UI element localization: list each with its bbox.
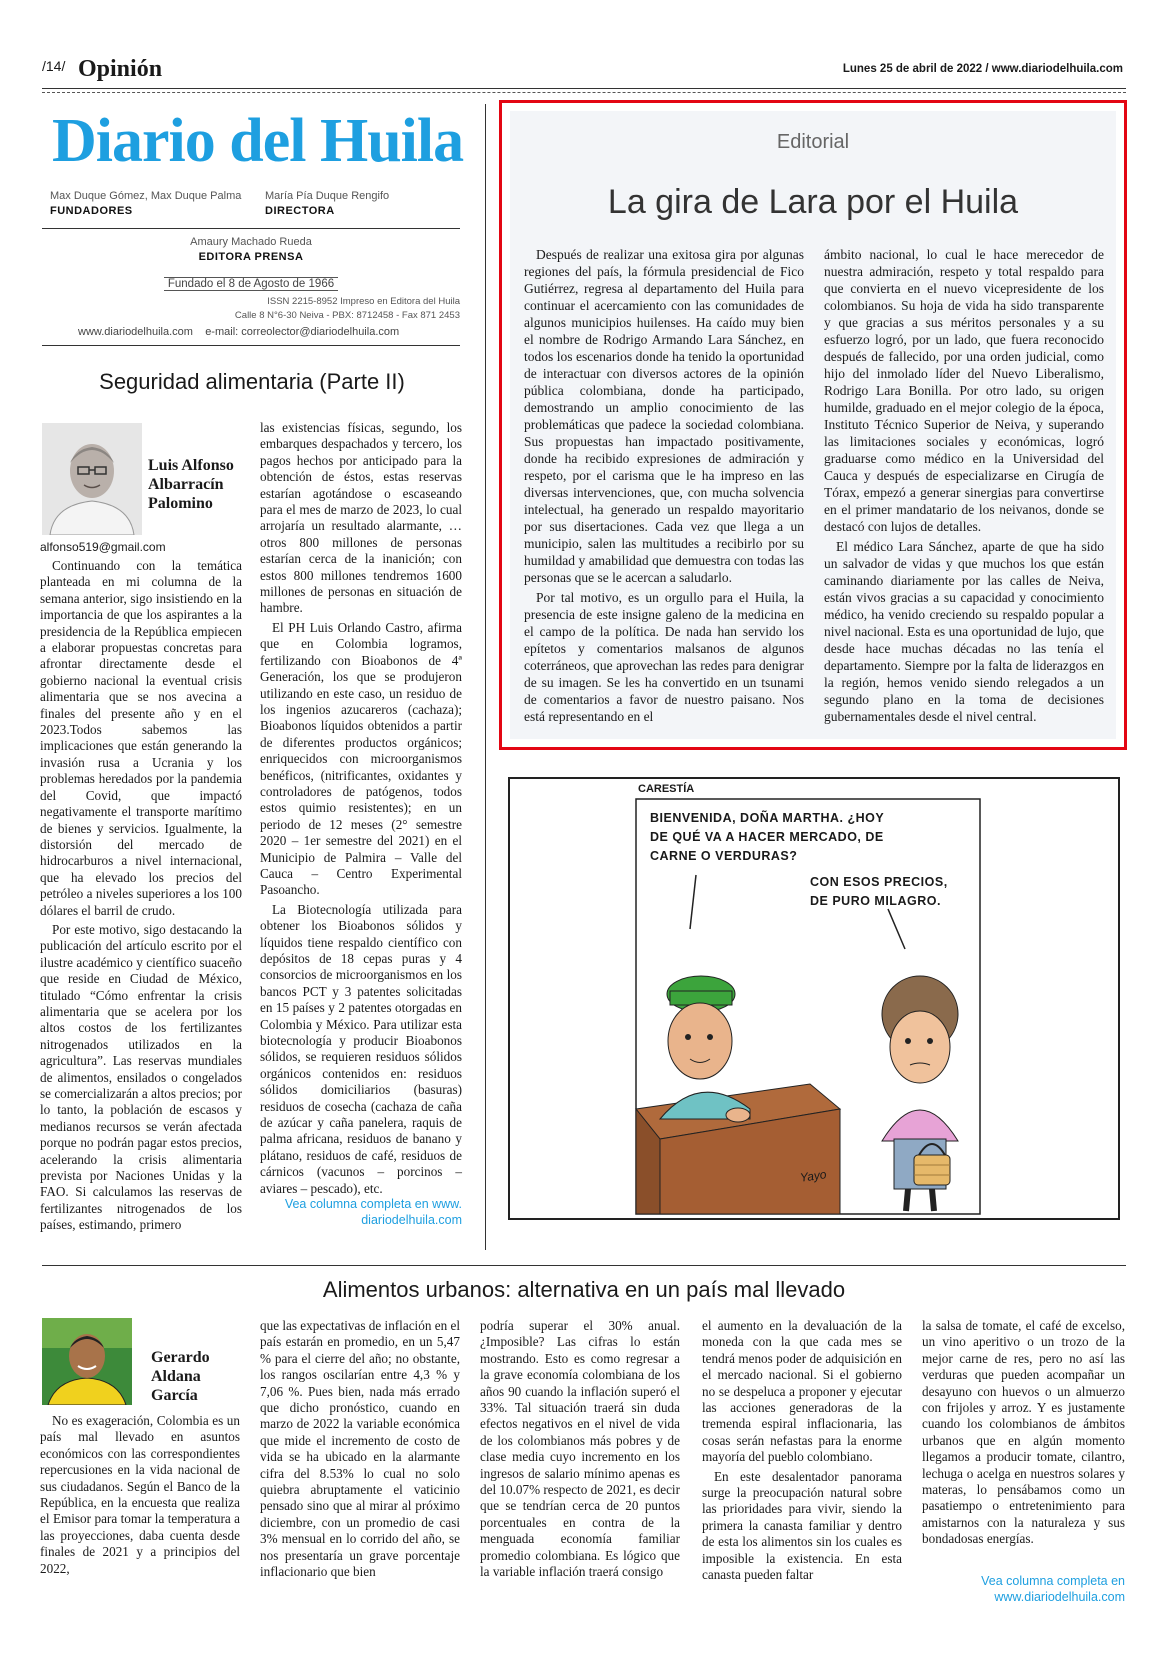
editor-name: Amaury Machado Rueda [190, 236, 312, 248]
article-title: Seguridad alimentaria (Parte II) [99, 369, 405, 394]
article2-column-2 [260, 1318, 460, 1584]
article-title: Alimentos urbanos: alternativa en un país mal llevado [322, 1277, 846, 1302]
address-line: Calle 8 N°6-30 Neiva - PBX: 8712458 - Fax 871 2453 [234, 310, 460, 321]
editorial-background [510, 111, 1116, 739]
founders-names: Max Duque Gómez, Max Duque Palma [50, 190, 242, 202]
cartoon-caption: CARESTÍA [638, 783, 695, 795]
section-divider [42, 1265, 1126, 1266]
editorial-column-1 [524, 246, 804, 728]
issn-line: ISSN 2215-8952 Impreso en Editora del Huila [267, 296, 460, 307]
cartoonist-signature: Yayo [799, 1167, 828, 1185]
founded-line [42, 278, 460, 290]
article-paragraph: la salsa de tomate, el café de excelso, un vino aperitivo o un trozo de la mejor carne de res, pero no así las verduras que pueden acompañar un desayuno con huevos o un almuerzo con frijoles y arroz. Y es justamente cuando los colombianos de ámbitos urbanos que en algún momento llegamos a producir tomate, cilantro, lechuga o acelga en nuestros solares y materas, lo pensábamos como un pasatiempo o entretenimiento para amistarnos con la naturaleza y sus bondadosas energías. [922, 1318, 1125, 1547]
article1-column-1 [40, 558, 242, 1237]
founders-block [50, 190, 260, 217]
author-email[interactable]: alfonso519@gmail.com [40, 540, 166, 554]
article-paragraph: Continuando con la temática planteada en mi columna de la semana anterior, sigo insistiendo en la importancia de que los aspirantes a la presidencia de la República empiecen a elaborar propuestas concretas para afrontar directamente desde el gobierno nacional la eventual crisis alimentaria que se nos avecina a finales del presente año y en el 2023.Todos sabemos las implicaciones que están generando la invasión rusa a Ucrania y los problemas heredados por la pandemia del Covid, que impactó negativamente el transporte marítimo de bienes y servicios. Igualmente, la distorsión del mercado de hidrocarburos a nivel internacional, que ha elevado los precios del petróleo a niveles superiores a los 100 dólares el barril de crudo. [40, 558, 242, 918]
article-paragraph: La Biotecnología utilizada para obtener los Bioabonos sólidos y líquidos tiene respaldo científico con depósitos de 18 cepas puras y 4 consorcios de microorganismos en los bancos PCT y 3 patentes solicitadas en 15 países y 2 patentes otorgadas en Colombia y México. Para utilizar esta biotecnología y producir Bioabonos sólidos, se requieren residuos sólidos orgánicos contenidos en: residuos sólidos domiciliarios (basuras) residuos de cosecha (cachaza de caña de azúcar y caña panelera, raquis de palma africana, residuos de banano y plátano, residuos de café, residuos de cárnicos (vacunos – porcinos – aviares – pescado), etc. [260, 901, 462, 1196]
contact-line [78, 326, 460, 338]
header-rule-dashed [42, 92, 1126, 93]
article1-column-2 [260, 420, 462, 1200]
editorial-label: Editorial [776, 131, 850, 153]
email-link[interactable]: e-mail: correolector@diariodelhuila.com [205, 326, 400, 338]
page-number: /14/ [42, 58, 66, 74]
editorial-box [499, 100, 1127, 750]
read-more-link[interactable]: Vea columna completa en www.diariodelhuila.com [981, 1574, 1125, 1604]
article2-column-1 [40, 1413, 240, 1580]
editorial-paragraph: ámbito nacional, lo cual le hace merecedor de nuestra admiración, respeto y total respaldo para que convierta en el nuevo vicepresidente de los colombianos. Su hoja de vida ha sido transparente y que gracias a sus méritos personales y a su esfuerzo logró, por un lado, que fuera reconocido después de fallecido, por una orden judicial, como hijo del inmolado líder del Nuevo Liberalismo, Rodrigo Lara Bonilla. Por otro lado, su origen humilde, graduado en el mejor colegio de la época, Instituto Técnico Superior de Neiva, y superando las limitaciones sociales y económicas, logró graduarse como médico en la Universidad del Cauca y después de especializarse en Cirugía de Tórax, empezó a generar sinergias para convertirse en el primer mandatario de los neivanos, donde se destacó con lujos de detalles. [824, 247, 1104, 534]
header-rule [42, 88, 1126, 89]
editorial-column-2 [824, 246, 1104, 728]
article-paragraph: El PH Luis Orlando Castro, afirma que en Colombia logramos, fertilizando con Bioabonos de 4ª Generación, los que se produjeron utilizando en este caso, un residuo de los ingenios azucareros (cachaza); Bioabonos líquidos obtenidos a partir de diferentes productos orgánicos; enriquecidos con microorganismos benéficos, (nitrificantes, oxidantes y controladores de patógenos, todos estos quimio resistentes); en un periodo de 12 meses (2° semestre 2020 – 1er semestre del 2021) en el Municipio de Palmira – Valle del Cauca – Centro Experimental Pasoancho. [260, 619, 462, 898]
editor-block [42, 236, 460, 263]
article-paragraph: que las expectativas de inflación en el país estarán en promedio, en un 5,47 % para el cierre del año; no obstante, los rangos oscilarían entre 4,3 % y 7,06 %. Pues bien, nada más errado que dicho pronóstico, cuando en marzo de 2022 la variable económica que mide el incremento de costo de vida se ha ubicado en la alarmante cifra del 8.53% lo cual no solo quiebra abruptamente el vaticinio pensado sino que al mirar al próximo diciembre, con un promedio de casi 3% mensual en lo corrido del año, se nos presentaría un grave porcentaje inflacionario que bien [260, 1318, 460, 1580]
editorial-paragraph: Por tal motivo, es un orgullo para el Huila, la presencia de este insigne galeno de la medicina en el campo de la política. De nada han servido los epítetos y comentarios malsanos de algunos coterráneos, que aprovechan las redes para denigrar de su imagen. Se les ha convertido en un tsunami de comentarios a favor de nuestro paisano. Nos está representando en el [524, 590, 804, 724]
article2-column-4 [702, 1318, 902, 1587]
editorial-paragraph: Después de realizar una exitosa gira por algunas regiones del país, la fórmula presidencial de Fico Gutiérrez, regresa al departamento del Huila para continuar el acercamiento con las comunidades de algunos municipios huilenses. Ha caído muy bien el nombre de Rodrigo Armando Lara Sánchez, en todos los escenarios donde ha tenido la oportunidad de interactuar con diversos actores de la opinión pública colombiana, donde ha participado, demostrando un amplio conocimiento de las problemáticas que padece la sociedad colombiana. Sus propuestas han impactado positivamente, donde ha recibido expresiones de admiración y respeto, por el carisma que le ha impreso en las diversas intervenciones, que, con mucha solvencia intelectual, ha generado un respaldo mayoritario por sus disertaciones. Cada vez que llega a un municipio, salen las multitudes a recibirlo por su humildad y amabilidad que demuestra con todas las personas que se le acercan a saludarlo. [524, 247, 804, 585]
masthead-bottom-rule [42, 345, 460, 346]
speech-bubble-customer: CON ESOS PRECIOS, DE PURO MILAGRO. [810, 875, 948, 908]
editor-role: EDITORA PRENSA [198, 251, 304, 263]
author-photo [42, 423, 142, 535]
article2-column-5 [922, 1318, 1125, 1551]
article-paragraph: No es exageración, Colombia es un país mal llevado en asuntos económicos con las correspondientes repercusiones en la vida nacional de sus ciudadanos. Según el Banco de la República, en la encuesta que realiza el Emisor para tomar la temperatura a las proyecciones, daba cuenta desde finales de 2021 y a principios del 2022, [40, 1413, 240, 1576]
article-paragraph: En este desalentador panorama surge la preocupación natural sobre las prioridades para vivir, siendo la primera la canasta familiar y dentro de esta los alimentos sin los cuales es imposible la existencia. En esta canasta pueden faltar [702, 1468, 902, 1583]
article-paragraph: las existencias físicas, segundo, los embarques despachados y tercero, los pagos hechos por anticipado para la obtención de éstos, estas reservas estarían agotándose o escaseando para el mes de marzo de 2023, lo cual arrojaría un resultado alarmante, … otros 800 millones de personas estarían cerca de la inanición; con estos 800 millones tendremos 1600 millones de personas en situación de hambre. [260, 420, 462, 616]
founded-date: Fundado el 8 de Agosto de 1966 [164, 277, 338, 291]
section-title: Opinión [78, 56, 163, 82]
newspaper-logo: Diario del Huila [52, 107, 464, 175]
website-link[interactable]: www.diariodelhuila.com [78, 326, 193, 338]
date-line: Lunes 25 de abril de 2022 / www.diariodelhuila.com [842, 63, 1123, 75]
article-paragraph: Por este motivo, sigo destacando la publicación del artículo escrito por el ilustre académico y científico suaceño que reside en Ciudad de México, titulado “Cómo enfrentar la crisis alimentaria que se acelera por los altos costos de los fertilizantes nitrogenados utilizados en la agricultura”. Las reservas mundiales de alimentos, ensilados o congelados se comercializarán a altos precios; por lo tanto, la población de escasos y medianos recursos se verán afectada porque no podrán pagar estos precios, acelerando la crisis alimentaria prevista por Naciones Unidas y la FAO. Si calculamos las reservas de fertilizantes nitrogenados de los países, estimando, primero [40, 921, 242, 1233]
column-divider [485, 104, 486, 1250]
editorial-paragraph: El médico Lara Sánchez, aparte de que ha sido un salvador de vidas y que muchos los que están caminando diariamente por las calles de Neiva, están vivos gracias a su capacidad y conocimiento médico, ha venido creciendo su respaldo popular a nivel nacional. Esta es una oportunidad de lujo, que desde hace muchas décadas no las tenía el departamento. Siempre por la falta de liderazgos en la región, hemos venido siendo relegados a un segundo plano en la toma de decisiones gubernamentales desde el nivel central. [824, 539, 1104, 724]
author-name: Luis Alfonso Albarracín Palomino [148, 457, 234, 512]
founders-role: FUNDADORES [50, 205, 133, 217]
article2-column-3 [480, 1318, 680, 1584]
author-name: Gerardo Aldana García [151, 1349, 210, 1404]
cartoon [508, 777, 1120, 1220]
author-photo [42, 1318, 132, 1405]
article-paragraph: el aumento en la devaluación de la moneda con la que cada mes se tendrá menos poder de adquisición en el mercado nacional. Si el gobierno no se despeluca a proponer y ejecutar las acciones generadoras de la tremenda espiral inflacionaria, las cosas serán nefastas para la enorme mayoría del pueblo colombiano. [702, 1318, 902, 1465]
director-role: DIRECTORA [265, 205, 335, 217]
director-name: María Pía Duque Rengifo [265, 190, 390, 202]
article-paragraph: podría superar el 30% anual. ¿Imposible? Las cifras lo están mostrando. Esto es como regresar a la grave economía colombiana de los años 90 cuando la inflación superó el 33%. Tal situación traerá sin duda efectos negativos en el nivel de vida de los colombianos más pobres y de clase media cuyo incremento en los ingresos de salario mínimo apenas es del 10.07% respecto de 2021, es decir que se tendrían cerca de 20 puntos porcentuales en contra de la menguada economía familiar promedio colombiana. Es lógico que la variable inflación traerá consigo [480, 1318, 680, 1580]
read-more-link[interactable]: Vea columna completa en www. diariodelhuila.com [284, 1197, 462, 1227]
speech-bubble-vendor: BIENVENIDA, DOÑA MARTHA. ¿HOY DE QUÉ VA A HACER MERCADO, DE CARNE O VERDURAS? [650, 811, 884, 863]
masthead-rule [42, 228, 460, 229]
editorial-title: La gira de Lara por el Huila [607, 183, 1019, 221]
director-block [265, 190, 455, 217]
